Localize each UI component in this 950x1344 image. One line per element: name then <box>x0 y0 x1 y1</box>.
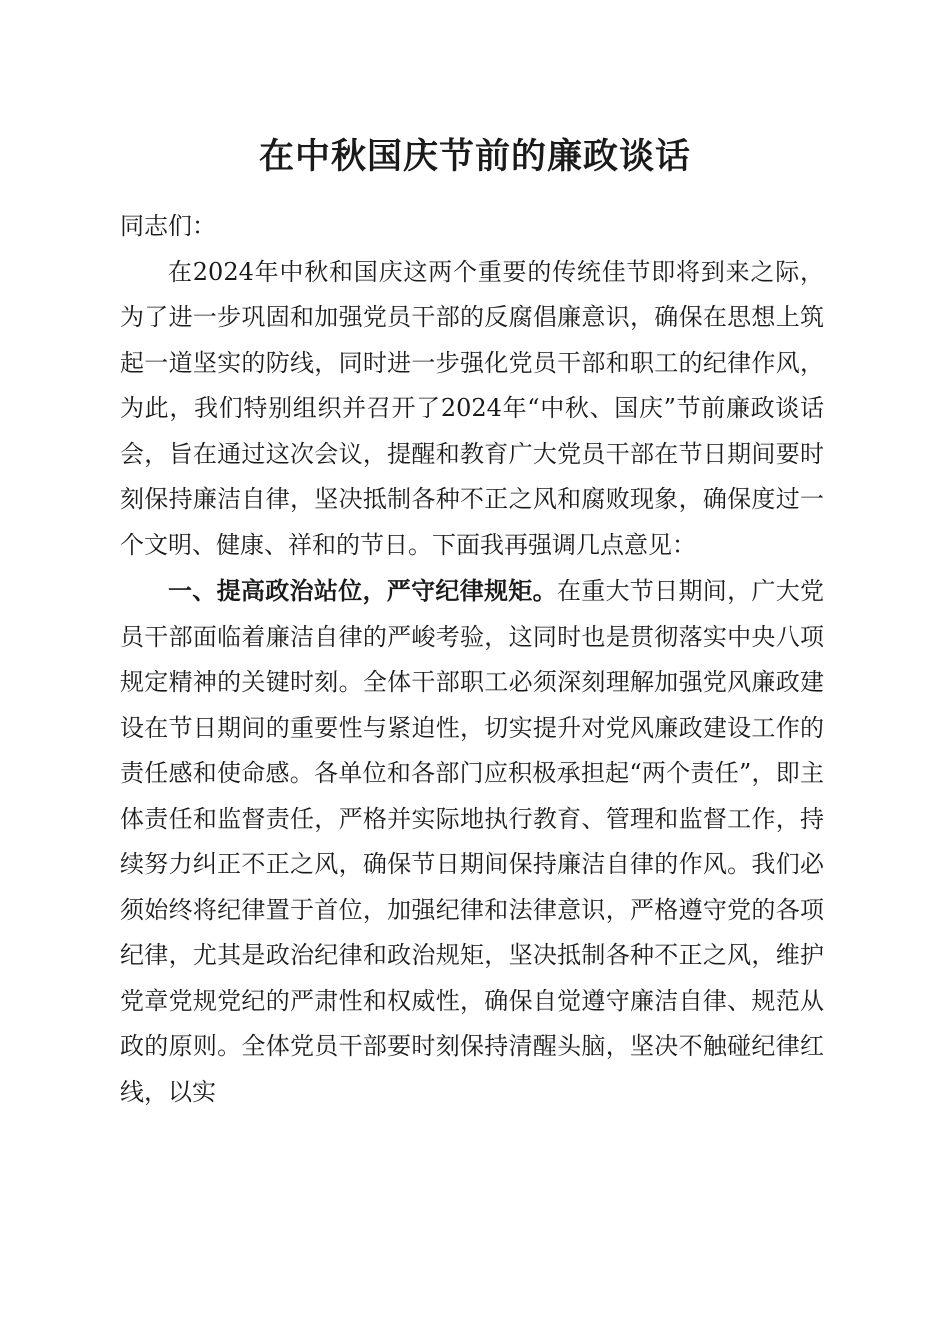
document-body <box>120 204 824 1115</box>
section-1-paragraph <box>120 568 824 1115</box>
document-title: 在中秋国庆节前的廉政谈话 <box>258 136 691 177</box>
salutation: 同志们： <box>120 212 216 240</box>
section-1-heading: 一、提高政治站位，严守纪律规矩。 <box>168 576 557 605</box>
intro-paragraph: 在2024年中秋和国庆这两个重要的传统佳节即将到来之际，为了进一步巩固和加强党员干部的反腐倡廉意识，确保在思想上筑起一道坚实的防线，同时进一步强化党员干部和职工的纪律作风，为此，我们特别组织并召开了2024年“中秋、国庆”节前廉政谈话会，旨在通过这次会议，提醒和教育广大党员干部在节日期间要时刻保持廉洁自律，坚决抵制各种不正之风和腐败现象，确保度过一个文明、健康、祥和的节日。下面我再强调几点意见： <box>120 257 824 559</box>
section-1-body: 在重大节日期间，广大党员干部面临着廉洁自律的严峻考验，这同时也是贯彻落实中央八项规定精神的关键时刻。全体干部职工必须深刻理解加强党风廉政建设在节日期间的重要性与紧迫性，切实提升对党风廉政建设工作的责任感和使命感。各单位和各部门应积极承担起“两个责任”，即主体责任和监督责任，严格并实际地执行教育、管理和监督工作，持续努力纠正不正之风，确保节日期间保持廉洁自律的作风。我们必须始终将纪律置于首位，加强纪律和法律意识，严格遵守党的各项纪律，尤其是政治纪律和政治规矩，坚决抵制各种不正之风，维护党章党规党纪的严肃性和权威性，确保自觉遵守廉洁自律、规范从政的原则。全体党员干部要时刻保持清醒头脑，坚决不触碰纪律红线，以实 <box>120 577 824 1106</box>
